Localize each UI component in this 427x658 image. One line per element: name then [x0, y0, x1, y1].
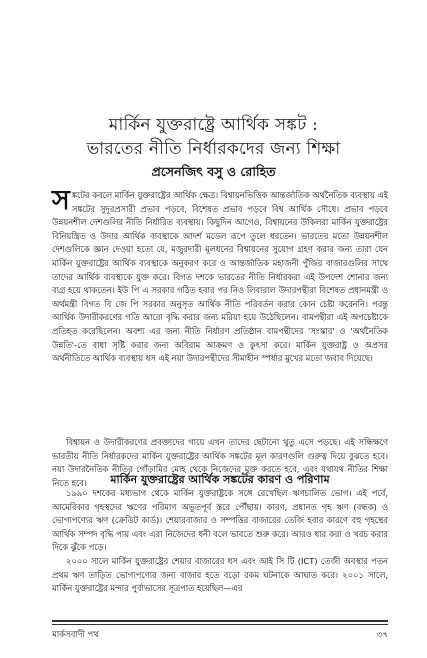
- section-heading: মার্কিন যুক্তরাষ্ট্রের আর্থিক সঙ্কটের কারণ ও পরিণাম: [110, 473, 330, 486]
- article-title-line-1: মার্কিন যুক্তরাষ্ট্রে আর্থিক সঙ্কট :: [108, 115, 319, 135]
- paragraph-2: বিশ্বায়ন ও উদারীকরণের প্রবক্তাদের গায়ে এখন তাদের ছেটানো থুতু এসে পড়ছে। এই সন্ধিক্ষণে ভারতীয় নীতি নির্ধারকদের মার্কিন যুক্তরাষ্ট্রের আর্থিক সঙ্কটের মূল কারণগুলি গুরুত্ব দিয়ে বুঝতে হবে। নয়া উদারনৈতিক নীতির গোঁড়ামির মোহ থেকে নিজেদের মুক্ত করতে হবে, এবং যথাযথ নীতির শিক্ষা নিতে হবে।: [52, 437, 388, 488]
- paragraph-3-block: [52, 487, 388, 596]
- footer-rule-thin: [52, 624, 388, 625]
- page-number: ৩৭: [376, 630, 388, 640]
- paragraph-1-text: ঙ্কটের কবলে মার্কিন যুক্তরাষ্ট্রের আর্থিক ক্ষেত্র। বিশ্বায়নভিত্তিক আন্তর্জাতিক অর্থনৈতিক ব্যবস্থায় এই সঙ্কটের সুদূরপ্রসারী প্রভাব পড়বে, বিশেষত প্রভাব পড়বে বিশ্ব আর্থিক সৌধে। প্রভাব পড়বে উন্নয়নশীল দেশগুলির নীতি নির্ধারিত ব্যবস্থায়। কিছুদিন আগেও, বিশ্বায়নের উকিলরা মার্কিন যুক্তরাষ্ট্রের বিনিয়ন্ত্রিত ও উদার আর্থিক ব্যবস্থাকে আদর্শ মডেল রূপে তুলে ধরতেন। ভারতের মতো উন্নয়নশীল দেশগুলিকে জ্ঞান দেওয়া হতো যে, মজুরদারী মূলধনের বিশ্বায়নের সুযোগ গ্রহণ করার জন্য তারা যেন মার্কিন যুক্তরাষ্ট্রের আর্থিক ব্যবস্থাকে অনুকরণ করে ও আন্তর্জাতিক মহাজনী পুঁজির বাজারগুলির সাথে তাদের আর্থিক ব্যবস্থাকে যুক্ত করে। বিগত দশকে ভারতের নীতি নির্ধারকরা এই উপদেশ শোনার জন্য ব্যগ্র হয়ে থাকতেন। ইউ পি এ সরকার গঠিত হবার পর নিও লিবারাল উদারপন্থীরা বিশেষত প্রধানমন্ত্রী ও অর্থমন্ত্রী বিগত বি জে পি সরকার অনুসৃত আর্থিক নীতি পরিবর্তন করার কোন চেষ্টা করেননি। পরন্তু আর্থিক উদারীকরণের গতি আরো বৃদ্ধি করার জন্য মরিয়া হয়ে উঠেছিলেন। বামপন্থীরা এই অপচেষ্টাকে প্রতিহত করেছিলেন। অবশ্য এর জন্য নীতি নির্ধারণ প্রতিষ্ঠান বামপন্থীদের 'সংস্কার' ও 'অর্থনৈতিক উন্নতি'-তে বাধা সৃষ্টি করার জন্য অবিরাম আক্রমণ ও কুৎসা করে। মার্কিন যুক্তরাষ্ট্র ও অপ্রসর অর্থনীতিতে আর্থিক ব্যবস্থায় ধস এই নয়া উদারপন্থীদের সীমাহীন স্পর্ধার মুখের মতো জবাব দিয়েছে।: [52, 190, 389, 364]
- journal-name: মার্কসবাদী পথ: [52, 630, 99, 640]
- paragraph-4: ২০০০ সালে মার্কিন যুক্তরাষ্ট্রের শেয়ার বাজারের ধস এবং আই সি টি (ICT) তেজী অবস্থার পতন প্রথম ঋণ তাড়িত ভোগ্যপণ্যের জন্য বাজার হতে বড়ো রকম ঘটনাকে আঘাত করে। ২০০১ সালে, মার্কিন যুক্তরাষ্ট্রের মন্দার পুর্বাভাসের সূত্রপাত হয়েছিল—এর: [52, 555, 388, 594]
- paragraph-1: [52, 185, 389, 366]
- article-title-line-2: ভারতের নীতি নির্ধারকদের জন্য শিক্ষা: [86, 139, 341, 159]
- page-footer: [52, 628, 388, 642]
- paragraph-3: ১৯৯০ দশকের মধ্যভাগ থেকে মার্কিন যুক্তরাষ্ট্রকে সঙ্গে রেখেছিল ঋণচালিত ভোগ। এই পর্বে, আমেরিকার গৃহস্থদের ঋণের পরিমাণ অভূতপূর্ব স্তরে পৌঁছায়। কারণ, প্রধানত গৃহ ঋণ (বন্ধক) ও ভোগ্যপণ্যের ঋণ (ক্রেডিট কার্ড)। শেয়ারবাজার ও সম্পত্তির বাজারের তেজি হবার কারণে বহু গৃহস্থের আর্থিক সম্পদ বৃদ্ধি পায় এবং এরা নিজেদের ধনী বলে ভাবতে শুরু করে। আরও ধার করা ও খরচ করার দিকে ঝুঁকে পড়ে।: [52, 488, 388, 553]
- footer-rule: [52, 620, 388, 622]
- article-authors: প্রসেনজিৎ বসু ও রোহিত: [151, 164, 276, 179]
- drop-cap: স: [52, 185, 70, 216]
